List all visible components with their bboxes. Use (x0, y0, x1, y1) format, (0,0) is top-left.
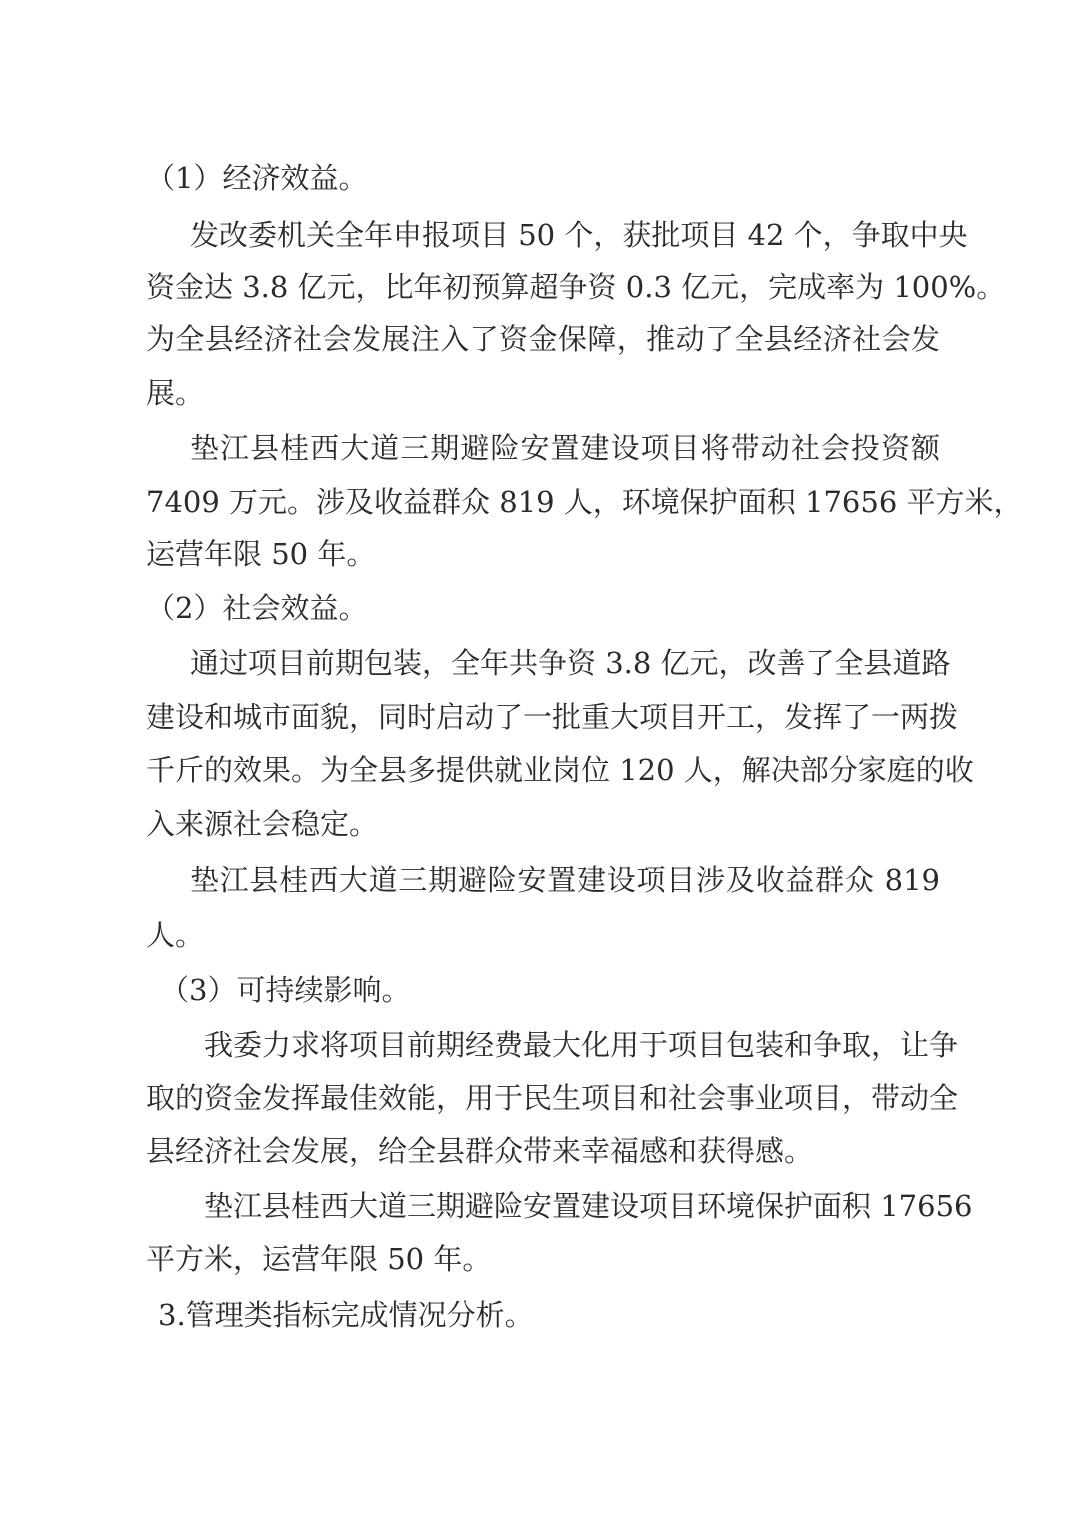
paragraph-line: 入来源社会稳定。 (146, 807, 379, 841)
paragraph-line: 垫江县桂西大道三期避险安置建设项目将带动社会投资额 (190, 431, 940, 465)
paragraph-line: 人。 (146, 918, 205, 952)
paragraph-line: 发改委机关全年申报项目 50 个，获批项目 42 个，争取中央 (190, 218, 968, 252)
paragraph-line: 县经济社会发展，给全县群众带来幸福感和获得感。 (146, 1134, 814, 1168)
paragraph-line: 运营年限 50 年。 (146, 537, 376, 571)
paragraph-line: 展。 (146, 376, 205, 410)
paragraph-line: 我委力求将项目前期经费最大化用于项目包装和争取，让争 (204, 1028, 959, 1062)
heading-economic-benefit: （1）经济效益。 (146, 161, 368, 195)
paragraph-line: 垫江县桂西大道三期避险安置建设项目环境保护面积 17656 (204, 1189, 973, 1223)
paragraph-line: 平方米，运营年限 50 年。 (146, 1242, 492, 1276)
paragraph-line: 建设和城市面貌，同时启动了一批重大项目开工，发挥了一两拨 (146, 700, 959, 734)
paragraph-line: 资金达 3.8 亿元，比年初预算超争资 0.3 亿元，完成率为 100%。 (146, 270, 1006, 304)
paragraph-line: 7409 万元。涉及收益群众 819 人，环境保护面积 17656 平方米， (146, 485, 1023, 519)
paragraph-line: 通过项目前期包装，全年共争资 3.8 亿元，改善了全县道路 (190, 646, 951, 680)
paragraph-line: 垫江县桂西大道三期避险安置建设项目涉及收益群众 819 (190, 863, 940, 897)
paragraph-line: 为全县经济社会发展注入了资金保障，推动了全县经济社会发 (146, 322, 940, 356)
paragraph-line: 取的资金发挥最佳效能，用于民生项目和社会事业项目，带动全 (146, 1081, 959, 1115)
heading-social-benefit: （2）社会效益。 (146, 591, 368, 625)
heading-sustainable-impact: （3）可持续影响。 (160, 973, 411, 1007)
heading-management-indicators: 3.管理类指标完成情况分析。 (158, 1298, 534, 1332)
paragraph-line: 千斤的效果。为全县多提供就业岗位 120 人，解决部分家庭的收 (146, 753, 974, 787)
